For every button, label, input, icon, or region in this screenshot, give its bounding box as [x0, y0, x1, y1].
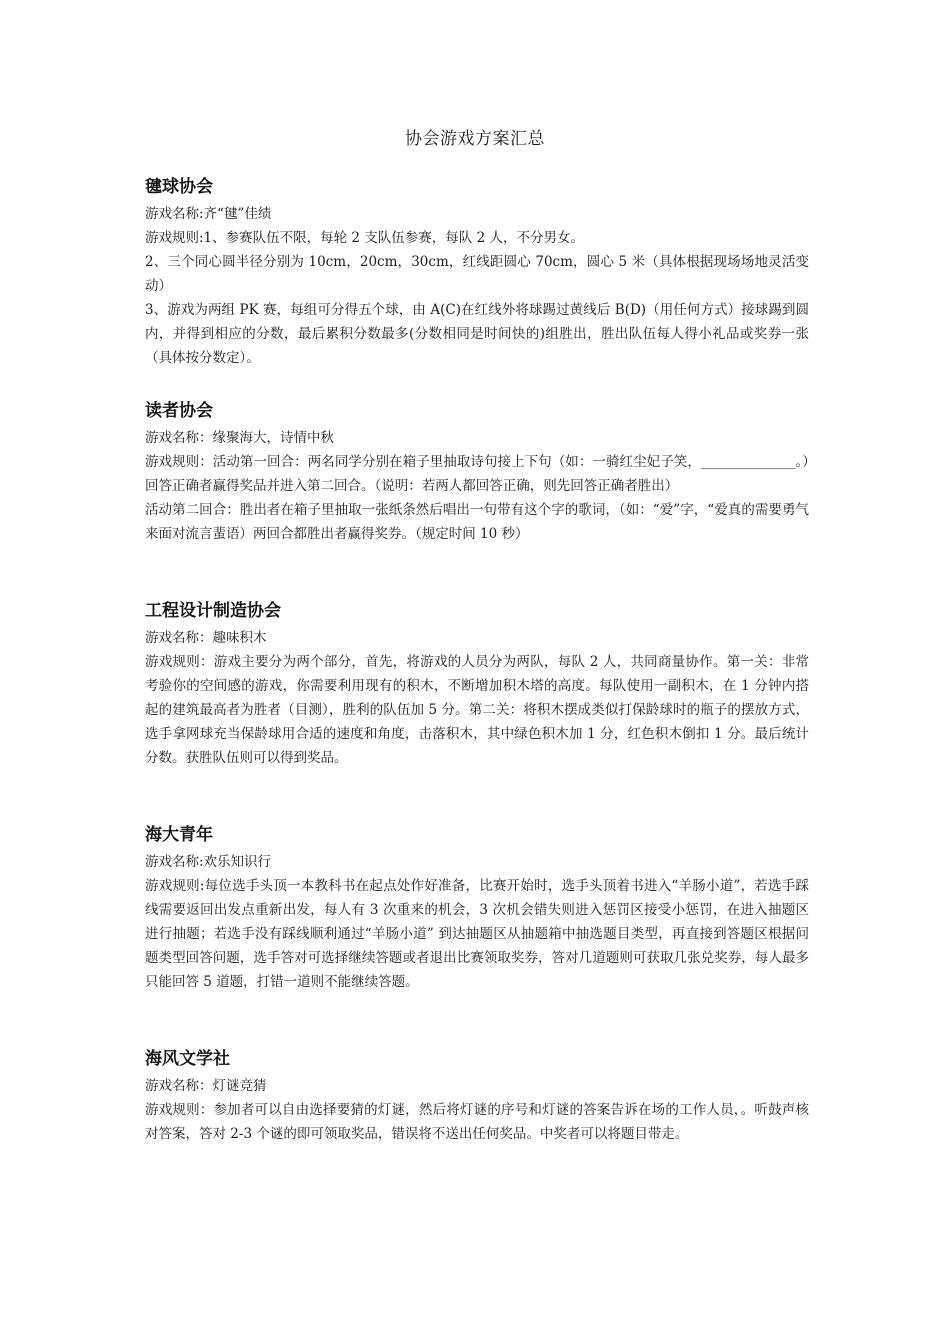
game-name: 游戏名称:欢乐知识行: [145, 854, 272, 870]
game-name: 游戏名称：趣味积木: [145, 630, 267, 646]
game-name: 游戏名称:齐“毽”佳绩: [145, 206, 272, 222]
section-shuttlecock-association: [145, 174, 809, 370]
game-rule: 游戏规则：游戏主要分为两个部分，首先，将游戏的人员分为两队，每队 2 人，共同商量协作。第一关：非常考验你的空间感的游戏，你需要利用现有的积木，不断增加积木塔的高度。每队使用一副积木，在 1 分钟内搭起的建筑最高者为胜者（目测），胜利的队伍加 5 分。第二关：将积木摆成类似打保龄球时的瓶子的摆放方式，选手拿网球充当保龄球用合适的速度和角度，击落积木，其中绿色积木加 1 分，红色积木倒扣 1 分。最后统计分数。获胜队伍则可以得到奖品。: [145, 654, 809, 766]
game-rule: 游戏规则:1、参赛队伍不限，每轮 2 支队伍参赛，每队 2 人，不分男女。: [145, 230, 584, 246]
game-name: 游戏名称：缘聚海大，诗情中秋: [145, 430, 334, 446]
game-name: 游戏名称：灯谜竞猜: [145, 1078, 267, 1094]
section-engineering-design-association: [145, 598, 809, 770]
section-heading: 毽球协会: [145, 177, 213, 197]
section-haida-youth: [145, 822, 809, 994]
section-haifeng-literature-club: [145, 1046, 809, 1146]
document-title: 协会游戏方案汇总: [405, 129, 545, 149]
section-heading: 海风文学社: [145, 1049, 230, 1069]
game-rule: 游戏规则：参加者可以自由选择要猜的灯谜，然后将灯谜的序号和灯谜的答案告诉在场的工作人员，。听鼓声核对答案，答对 2-3 个谜的即可领取奖品，错误将不送出任何奖品。中奖者可以将题目带走。: [145, 1102, 809, 1142]
game-rule: 游戏规则：活动第一回合：两名同学分别在箱子里抽取诗句接上下句（如：一骑红尘妃子笑，______________。）回答正确者赢得奖品并进入第二回合。（说明：若两人都回答正确，则先回答正确者胜出）: [145, 454, 809, 494]
section-readers-association: [145, 398, 809, 546]
section-heading: 读者协会: [145, 401, 213, 421]
game-rule: 活动第二回合：胜出者在箱子里抽取一张纸条然后唱出一句带有这个字的歌词，（如：“爱”字，“爱真的需要勇气来面对流言蜚语）两回合都胜出者赢得奖券。（规定时间 10 秒）: [145, 502, 809, 542]
game-rule: 游戏规则:每位选手头顶一本教科书在起点处作好准备，比赛开始时，选手头顶着书进入“羊肠小道”，若选手踩线需要返回出发点重新出发，每人有 3 次重来的机会，3 次机会错失则进入惩罚区接受小惩罚，在进入抽题区进行抽题；若选手没有踩线顺利通过“羊肠小道” 到达抽题区从抽题箱中抽选题目类型，再直接到答题区根据问题类型回答问题，选手答对可选择继续答题或者退出比赛领取奖券，答对几道题则可获取几张兑奖券，每人最多只能回答 5 道题，打错一道则不能继续答题。: [145, 878, 809, 990]
game-rule: 2、三个同心圆半径分别为 10cm，20cm，30cm，红线距圆心 70cm，圆心 5 米（具体根据现场场地灵活变动）: [145, 254, 809, 294]
section-heading: 工程设计制造协会: [145, 601, 281, 621]
game-rule: 3、游戏为两组 PK 赛，每组可分得五个球，由 A(C)在红线外将球踢过黄线后 B(D)（用任何方式）接球踢到圆内，并得到相应的分数，最后累积分数最多(分数相同是时间快的)组胜出，胜出队伍每人得小礼品或奖券一张（具体按分数定）。: [145, 302, 809, 366]
section-heading: 海大青年: [145, 825, 213, 845]
